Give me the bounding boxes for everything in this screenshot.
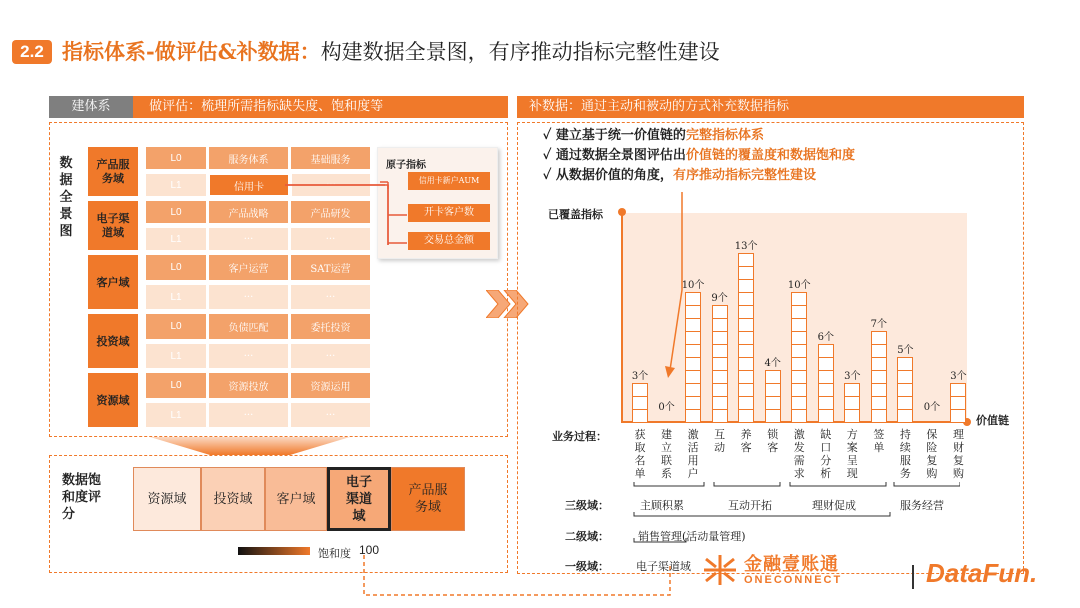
- sat-box-customer: 客户域: [265, 467, 327, 531]
- level1-item: 电子渠道域: [636, 560, 691, 573]
- domain-label: 资源域: [88, 373, 138, 427]
- process-step: 缺口分析: [820, 428, 832, 480]
- left-header-text: 做评估：梳理所需指标缺失度、饱和度等: [149, 99, 384, 114]
- domain-label: 客户域: [88, 255, 138, 309]
- process-step: 激活用户: [687, 428, 699, 480]
- level-l0: L0: [146, 255, 206, 280]
- level2-label: 二级域：: [565, 530, 609, 543]
- page-title: [62, 36, 720, 66]
- bar: [738, 253, 754, 422]
- funnel-shape: [150, 437, 350, 455]
- chart-xlabel: 价值链: [976, 414, 1009, 427]
- level-l0: L0: [146, 373, 206, 398]
- cell: ···: [209, 228, 288, 250]
- cell: 资源投放: [209, 373, 288, 398]
- cell: ···: [291, 344, 370, 368]
- cell: SAT运营: [291, 255, 370, 280]
- side-label: 数据全景图: [59, 156, 73, 239]
- level-l1: L1: [146, 344, 206, 368]
- process-step: 持续服务: [899, 428, 911, 480]
- domain-label: 投资域: [88, 314, 138, 368]
- left-header: [49, 96, 508, 118]
- cell: ···: [291, 403, 370, 427]
- bar-label: 10个: [681, 280, 705, 291]
- level-l0: L0: [146, 147, 206, 169]
- level3-item: 主顾积累: [640, 499, 684, 512]
- process-step: 建立联系: [661, 428, 673, 480]
- logo-divider: [912, 565, 914, 589]
- cell: ···: [291, 285, 370, 309]
- bar-label: 6个: [817, 332, 834, 343]
- cell: 资源运用: [291, 373, 370, 398]
- level2-item: 销售管理(活动量管理): [638, 530, 746, 543]
- process-step: 互动: [714, 428, 726, 454]
- bar: [844, 383, 860, 422]
- sat-box-resource: 资源域: [133, 467, 201, 531]
- domain-label: 产品服务域: [88, 147, 138, 196]
- datafun-logo: DataFun.: [926, 558, 1038, 588]
- atomic-chip[interactable]: 信用卡新户AUM: [408, 172, 490, 190]
- process-step: 签单: [873, 428, 885, 454]
- level-l0: L0: [146, 201, 206, 223]
- sat-box-channel: 电子渠道域: [327, 467, 391, 531]
- process-step: 锁客: [767, 428, 779, 454]
- cell: ···: [209, 403, 288, 427]
- right-header: 补数据：通过主动和被动的方式补充数据指标: [517, 96, 1024, 118]
- domain-block: [88, 314, 373, 368]
- check-item: ✓ 从数据价值的角度，有序推动指标完整性建设: [543, 168, 816, 183]
- bar-label: 0个: [658, 402, 675, 413]
- level3-item: 服务经营: [900, 499, 944, 512]
- sat-box-invest: 投资域: [201, 467, 265, 531]
- cell: 产品研发: [291, 201, 370, 223]
- process-axis: [622, 428, 967, 488]
- chart-ylabel: 已覆盖指标: [548, 208, 603, 221]
- process-step: 方案呈现: [846, 428, 858, 480]
- oneconnect-mark-icon: [702, 553, 738, 587]
- bar: [712, 305, 728, 422]
- level-l1: L1: [146, 174, 206, 196]
- cell: 基础服务: [291, 147, 370, 169]
- oneconnect-logo: [702, 553, 842, 587]
- callout-arrow: [660, 190, 690, 380]
- process-step: 保险复购: [926, 428, 938, 480]
- cell: 委托投资: [291, 314, 370, 339]
- cell: 服务体系: [209, 147, 288, 169]
- left-header-tag: 建体系: [49, 96, 133, 118]
- domain-label: 电子渠道域: [88, 201, 138, 250]
- sat-box-product: 产品服务域: [391, 467, 465, 531]
- bar: [791, 292, 807, 422]
- saturation-label: 数据饱和度评分: [62, 473, 102, 522]
- section-badge: 2.2: [12, 40, 52, 64]
- logo-cn: 金融壹账通: [744, 554, 839, 574]
- cell: 客户运营: [209, 255, 288, 280]
- bar-label: 9个: [711, 293, 728, 304]
- bar-label: 4个: [764, 358, 781, 369]
- process-step: 理财复购: [952, 428, 964, 480]
- process-step: 激发需求: [793, 428, 805, 480]
- bar: [897, 357, 913, 422]
- atomic-chip[interactable]: 开卡客户数: [408, 204, 490, 222]
- domain-block: [88, 255, 373, 309]
- cell: 产品战略: [209, 201, 288, 223]
- logo-en: ONECONNECT: [744, 574, 843, 586]
- bar: [765, 370, 781, 422]
- atomic-title: 原子指标: [386, 160, 426, 171]
- bar-label: 3个: [950, 371, 967, 382]
- bar-label: 3个: [631, 371, 649, 382]
- check-list: [543, 126, 855, 186]
- domain-block: [88, 373, 373, 427]
- level1-label: 一级域：: [565, 560, 609, 573]
- bar-label: 7个: [870, 319, 888, 330]
- bar-label: 0个: [923, 402, 941, 413]
- cell-credit-card[interactable]: 信用卡: [209, 174, 289, 196]
- level3-label: 三级域：: [565, 499, 609, 512]
- cell: ···: [209, 285, 288, 309]
- connector-lines: [280, 165, 420, 245]
- cell: ···: [209, 344, 288, 368]
- cell: 负债匹配: [209, 314, 288, 339]
- level-l1: L1: [146, 285, 206, 309]
- title-rest: 构建数据全景图，有序推动指标完整性建设: [320, 40, 720, 64]
- bar-label: 13个: [734, 241, 758, 252]
- saturation-legend-max: 100: [359, 543, 380, 557]
- level-l1: L1: [146, 403, 206, 427]
- bar: [950, 383, 966, 422]
- bar-label: 10个: [787, 280, 811, 291]
- check-item: ✓ 通过数据全景图评估出价值链的覆盖度和数据饱和度: [543, 148, 855, 163]
- atomic-chip[interactable]: 交易总金额: [408, 232, 490, 250]
- cell: ···: [292, 174, 370, 196]
- saturation-boxes: [133, 467, 465, 531]
- level-l1: L1: [146, 228, 206, 250]
- bar: [818, 344, 834, 422]
- title-highlight: 指标体系-做评估&补数据：: [62, 39, 321, 64]
- level-l0: L0: [146, 314, 206, 339]
- bar: [632, 383, 648, 422]
- level3-item: 互动开拓: [728, 499, 772, 512]
- process-step: 获取名单: [634, 428, 646, 480]
- cell: ···: [291, 228, 370, 250]
- bar-label: 5个: [897, 345, 914, 356]
- process-label: 业务过程：: [552, 430, 607, 443]
- saturation-legend-text: 饱和度: [318, 547, 351, 560]
- bar: [871, 331, 887, 422]
- saturation-legend-bar: [238, 547, 310, 555]
- check-item: ✓ 建立基于统一价值链的完整指标体系: [543, 128, 764, 143]
- level3-item: 理财促成: [812, 499, 856, 512]
- bar-label: 3个: [844, 371, 861, 382]
- process-step: 养客: [740, 428, 752, 454]
